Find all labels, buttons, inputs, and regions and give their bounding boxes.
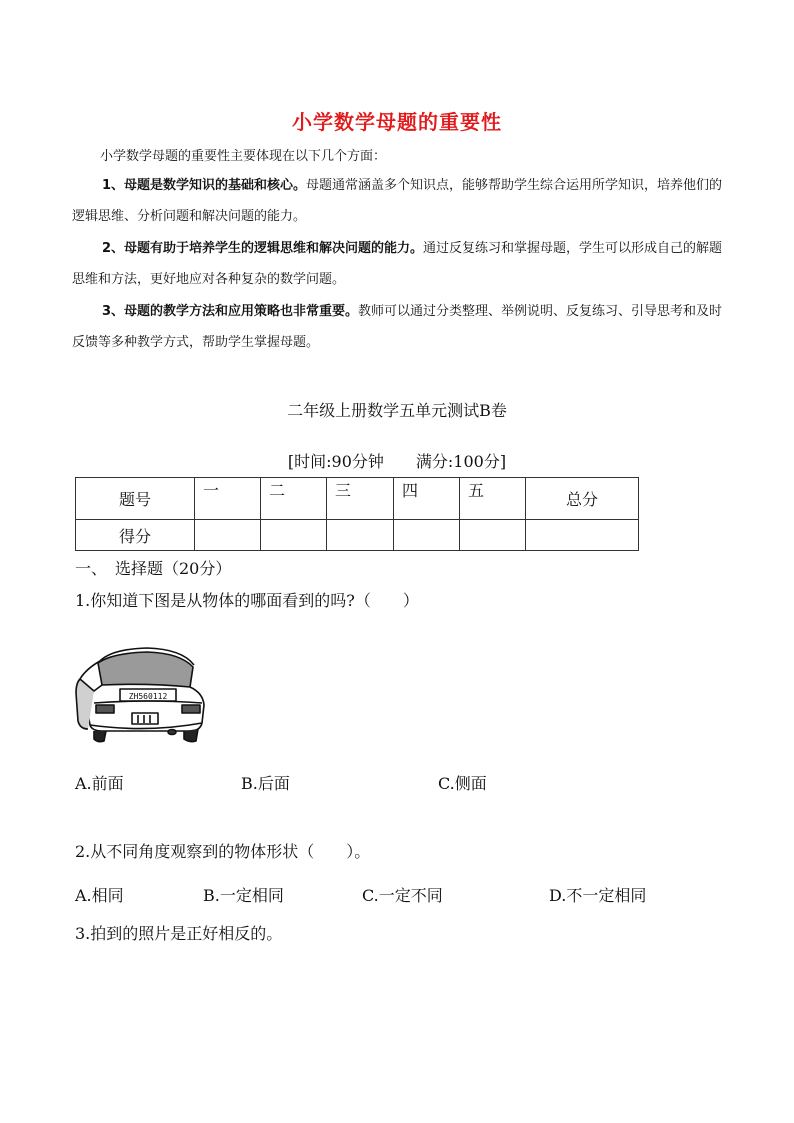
- car-rear-view-image: [72, 643, 207, 743]
- q2-option-b[interactable]: B.一定相同: [203, 886, 284, 905]
- page-title: 小学数学母题的重要性: [292, 110, 502, 134]
- point-3-bold: 3、母题的教学方法和应用策略也非常重要。: [102, 304, 359, 319]
- score-cell[interactable]: [261, 520, 327, 551]
- exam-title: 二年级上册数学五单元测试B卷: [287, 401, 507, 420]
- intro-text: 小学数学母题的重要性主要体现在以下几个方面：: [100, 149, 387, 164]
- score-cell[interactable]: [394, 520, 460, 551]
- score-header-cell: 题号: [76, 478, 195, 520]
- score-cell[interactable]: [526, 520, 639, 551]
- score-cell[interactable]: [195, 520, 261, 551]
- license-plate-text: ZH560112: [128, 692, 168, 701]
- question-3: 3.拍到的照片是正好相反的。: [75, 924, 283, 943]
- point-2: [72, 233, 724, 295]
- point-3: [72, 296, 724, 358]
- q2-option-a[interactable]: A.相同: [75, 886, 124, 905]
- score-table-score-row: [76, 520, 639, 551]
- q2-option-c[interactable]: C.一定不同: [362, 886, 443, 905]
- question-2: 2.从不同角度观察到的物体形状（ ）。: [75, 842, 371, 861]
- question-1: 1.你知道下图是从物体的哪面看到的吗?（ ）: [75, 591, 419, 610]
- score-table-header-row: [76, 478, 639, 520]
- score-header-cell: 四: [394, 478, 460, 520]
- score-header-cell: 三: [327, 478, 394, 520]
- q2-option-d[interactable]: D.不一定相同: [549, 886, 647, 905]
- score-header-cell: 总分: [526, 478, 639, 520]
- score-cell[interactable]: [460, 520, 526, 551]
- score-row-label: 得分: [76, 520, 195, 551]
- q1-option-b[interactable]: B.后面: [241, 774, 290, 793]
- point-1: [72, 170, 724, 232]
- point-1-text: 母题通常涵盖多个知识点，能够帮助学生综合运用所学知识，培养他们的逻辑思维、分析问题和解决问题的能力。: [72, 178, 723, 224]
- exam-time: [时间:90分钟 满分:100分]: [287, 452, 507, 471]
- score-header-cell: 二: [261, 478, 327, 520]
- score-header-cell: 一: [195, 478, 261, 520]
- point-1-bold: 1、母题是数学知识的基础和核心。: [102, 178, 307, 193]
- point-3-text: 教师可以通过分类整理、举例说明、反复练习、引导思考和及时反馈等多种教学方式，帮助学生掌握母题。: [72, 304, 723, 350]
- q1-option-c[interactable]: C.侧面: [438, 774, 487, 793]
- score-cell[interactable]: [327, 520, 394, 551]
- point-2-bold: 2、母题有助于培养学生的逻辑思维和解决问题的能力。: [102, 241, 424, 256]
- point-2-text: 通过反复练习和掌握母题，学生可以形成自己的解题思维和方法，更好地应对各种复杂的数学问题。: [72, 241, 723, 287]
- section-1-heading: 一、 选择题（20分）: [75, 559, 232, 578]
- q1-option-a[interactable]: A.前面: [75, 774, 124, 793]
- score-header-cell: 五: [460, 478, 526, 520]
- score-table: [75, 477, 639, 551]
